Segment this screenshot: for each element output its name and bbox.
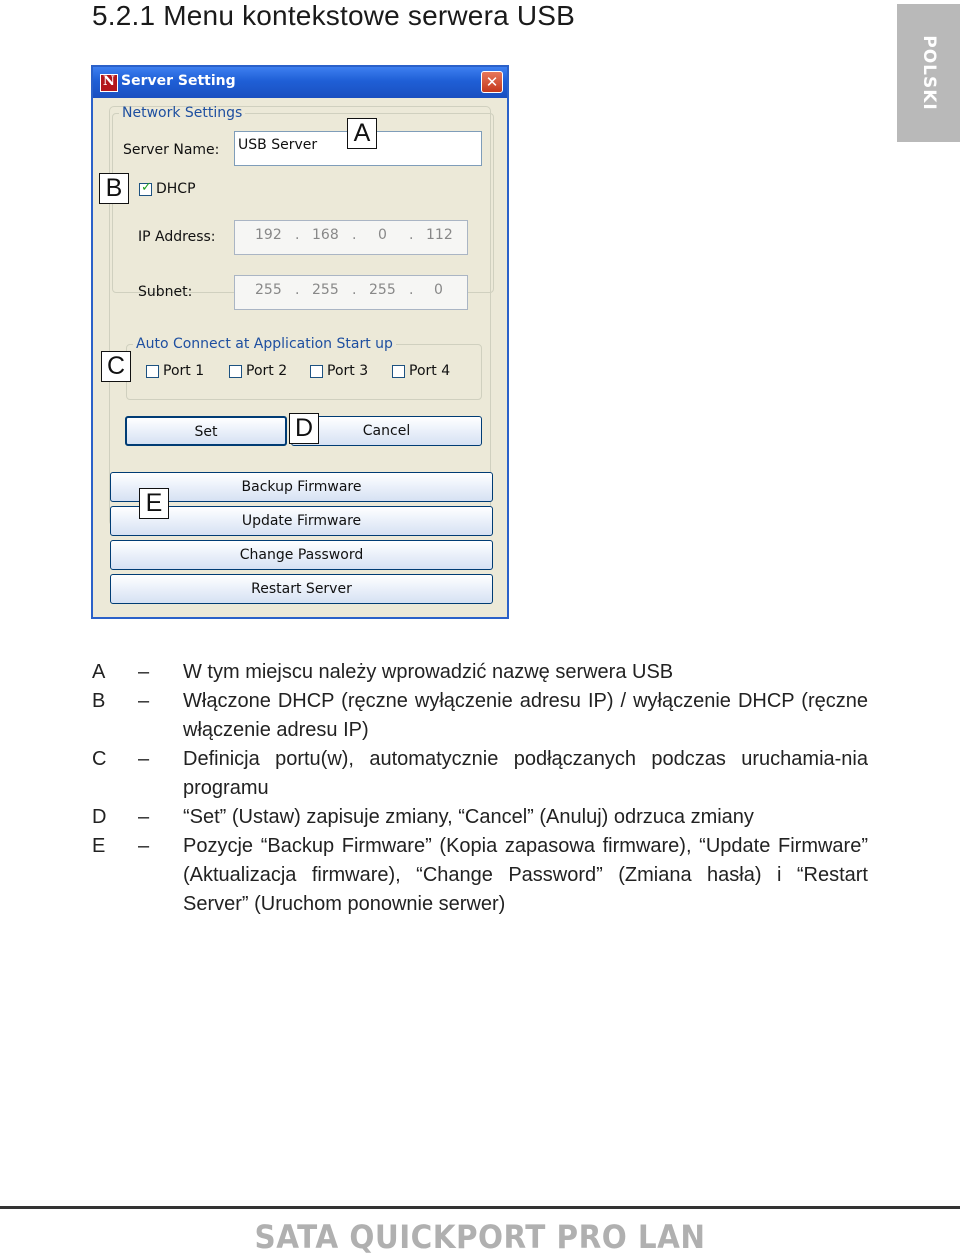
subnet-label: Subnet: — [138, 284, 193, 300]
legend-dash: – — [138, 806, 150, 828]
app-logo-icon — [100, 74, 118, 92]
legend-text: Pozycje “Backup Firmware” (Kopia zapasowa firmware), “Update Firmware” (Aktualizacja firmware), “Change Password” (Zmiana hasła) i “Restart Server” (Uruchom ponownie serwer) — [183, 835, 868, 915]
port-2-label: Port 2 — [246, 363, 288, 379]
language-tab — [897, 4, 960, 142]
footer-divider — [0, 1206, 960, 1209]
port-3-checkbox[interactable] — [310, 365, 323, 378]
legend-letter: E — [92, 835, 106, 857]
legend-dash: – — [138, 661, 150, 683]
port-1-checkbox[interactable] — [146, 365, 159, 378]
port-4-checkbox[interactable] — [392, 365, 405, 378]
ip-address-label: IP Address: — [138, 229, 216, 245]
change-password-button[interactable]: Change Password — [110, 540, 493, 570]
legend-dash: – — [138, 690, 150, 712]
legend-item — [92, 658, 868, 687]
legend-dash: – — [138, 835, 150, 857]
ip-octet-2: 168 — [312, 227, 339, 243]
legend-item — [92, 832, 868, 919]
port-1-label: Port 1 — [163, 363, 205, 379]
legend-text: Definicja portu(w), automatycznie podłączanych podczas uruchamia-nia programu — [183, 748, 868, 799]
legend-text: Włączone DHCP (ręczne wyłączenie adresu IP) / wyłączenie DHCP (ręczne włączenie adresu IP) — [183, 690, 868, 741]
legend-letter: C — [92, 748, 107, 770]
marker-b: B — [99, 173, 129, 204]
language-tab-label: POLSKI — [918, 35, 939, 111]
subnet-octet-4: 0 — [434, 282, 443, 298]
legend-item — [92, 745, 868, 803]
legend-dash: – — [138, 748, 150, 770]
backup-firmware-button[interactable]: Backup Firmware — [110, 472, 493, 502]
dhcp-checkbox[interactable] — [139, 183, 152, 196]
port-4-label: Port 4 — [409, 363, 451, 379]
marker-a: A — [347, 118, 377, 149]
ip-octet-3: 0 — [378, 227, 387, 243]
subnet-octet-1: 255 — [255, 282, 282, 298]
close-button[interactable]: ✕ — [481, 71, 503, 93]
server-setting-window — [91, 65, 509, 619]
ip-address-input[interactable]: 192 . 168 . 0 . 112 — [234, 220, 468, 255]
ip-octet-1: 192 — [255, 227, 282, 243]
server-name-input[interactable]: USB Server — [234, 131, 482, 166]
ip-octet-4: 112 — [426, 227, 453, 243]
footer-product-name: SATA QUICKPORT PRO LAN — [254, 1218, 706, 1256]
legend-item — [92, 687, 868, 745]
settings-panel — [109, 106, 491, 526]
dhcp-label: DHCP — [156, 181, 196, 197]
server-name-label: Server Name: — [123, 142, 220, 158]
port-2-checkbox[interactable] — [229, 365, 242, 378]
page-heading: 5.2.1 Menu kontekstowe serwera USB — [92, 0, 576, 31]
marker-d: D — [289, 413, 319, 444]
marker-c: C — [101, 351, 131, 382]
cancel-button[interactable]: Cancel — [291, 416, 482, 446]
window-title: Server Setting — [121, 73, 236, 89]
set-button[interactable]: Set — [125, 416, 287, 446]
restart-server-button[interactable]: Restart Server — [110, 574, 493, 604]
subnet-input[interactable]: 255 . 255 . 255 . 0 — [234, 275, 468, 310]
subnet-octet-3: 255 — [369, 282, 396, 298]
legend-letter: B — [92, 690, 106, 712]
auto-connect-legend: Auto Connect at Application Start up — [136, 336, 393, 352]
subnet-octet-2: 255 — [312, 282, 339, 298]
legend-letter: A — [92, 661, 106, 683]
update-firmware-button[interactable]: Update Firmware — [110, 506, 493, 536]
port-3-label: Port 3 — [327, 363, 369, 379]
legend-letter: D — [92, 806, 107, 828]
network-settings-legend: Network Settings — [122, 105, 243, 121]
legend-text: “Set” (Ustaw) zapisuje zmiany, “Cancel” (Anuluj) odrzuca zmiany — [183, 806, 754, 828]
legend-list — [92, 658, 868, 919]
window-titlebar[interactable] — [93, 67, 507, 98]
legend-text: W tym miejscu należy wprowadzić nazwę serwera USB — [183, 661, 674, 683]
marker-e: E — [139, 488, 169, 519]
legend-item — [92, 803, 868, 832]
